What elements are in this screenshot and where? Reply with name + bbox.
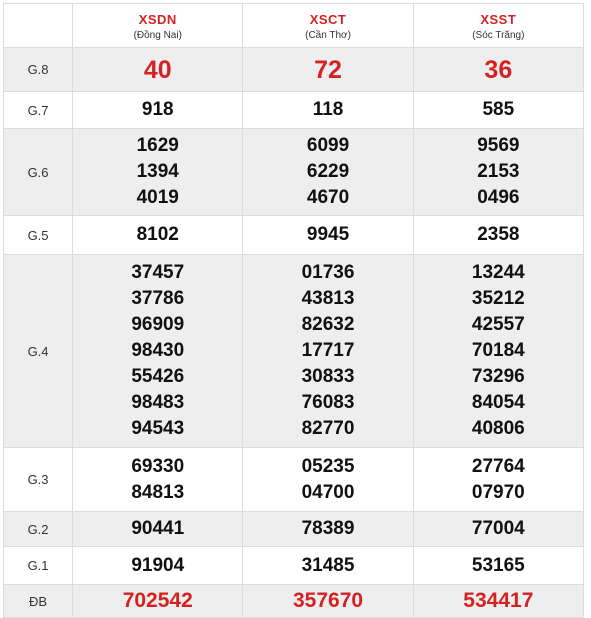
prize-number: 05235 [301,455,355,477]
prize-number: 53165 [471,554,525,576]
prize-number: 70184 [471,340,525,361]
prize-cell [73,129,243,216]
lottery-results-table [3,3,584,618]
province-code[interactable]: XSDN [138,12,177,27]
prize-number: 84054 [471,392,525,413]
prize-number: 357670 [292,589,364,612]
prize-number: 98483 [131,392,185,413]
prize-number: 4670 [306,187,350,208]
prize-number: 69330 [131,455,185,477]
prize-number: 13244 [471,262,525,283]
prize-row [4,92,584,129]
prize-number: 82770 [301,418,355,439]
prize-row [4,216,584,255]
prize-number: 91904 [131,554,185,576]
prize-label: G.7 [4,92,73,129]
prize-cell [73,512,243,547]
prize-cell [243,512,413,547]
prize-cell [243,48,413,92]
prize-cell [243,129,413,216]
prize-number: 40806 [471,418,525,439]
prize-number: 9569 [477,135,520,156]
prize-number: 42557 [471,314,525,335]
prize-number: 72 [314,55,342,84]
prize-cell [413,547,583,585]
prize-cell [243,448,413,512]
header-row [4,4,584,48]
prize-cell [413,448,583,512]
prize-number: 07970 [471,481,525,503]
prize-cell [413,255,583,448]
prize-row [4,255,584,448]
prize-number: 6229 [306,161,350,182]
prize-row [4,448,584,512]
prize-label: G.5 [4,216,73,255]
prize-number: 76083 [301,392,355,413]
prize-number: 98430 [131,340,185,361]
prize-number: 40 [143,55,172,84]
prize-row [4,585,584,618]
prize-number: 94543 [131,418,185,439]
prize-number: 96909 [131,314,185,335]
prize-number: 90441 [131,518,185,539]
prize-cell [73,48,243,92]
prize-number: 585 [482,99,515,120]
prize-number: 0496 [477,187,520,208]
prize-number: 1394 [136,161,179,182]
prize-number: 01736 [301,262,355,283]
prize-cell [73,255,243,448]
prize-label: G.3 [4,448,73,512]
header-empty-cell [4,4,73,48]
prize-row [4,48,584,92]
prize-number: 37786 [131,288,185,309]
prize-row [4,129,584,216]
prize-number: 534417 [463,589,534,612]
prize-cell [243,216,413,255]
province-code[interactable]: XSCT [309,12,347,27]
prize-number: 8102 [136,224,179,245]
prize-cell [243,585,413,618]
prize-cell [73,216,243,255]
prize-cell [413,92,583,129]
prize-number: 9945 [306,224,350,245]
prize-cell [73,92,243,129]
prize-number: 31485 [301,554,355,576]
prize-label: G.1 [4,547,73,585]
province-header-dong-nai[interactable] [73,4,243,48]
province-code[interactable]: XSST [480,12,517,27]
prize-rows [4,48,584,618]
prize-label: G.2 [4,512,73,547]
prize-number: 55426 [131,366,185,387]
province-header-soc-trang[interactable] [413,4,583,48]
prize-cell [73,585,243,618]
prize-number: 4019 [136,187,179,208]
prize-row [4,547,584,585]
province-header-can-tho[interactable] [243,4,413,48]
province-name: (Đồng Nai) [133,30,182,41]
prize-cell [413,129,583,216]
prize-number: 37457 [131,262,185,283]
prize-cell [243,255,413,448]
prize-number: 17717 [301,340,355,361]
prize-cell [413,585,583,618]
prize-number: 82632 [301,314,355,335]
prize-number: 36 [484,55,513,84]
prize-cell [73,547,243,585]
province-name: (Sóc Trăng) [472,30,525,41]
prize-number: 43813 [301,288,355,309]
prize-number: 918 [141,99,174,120]
prize-cell [413,48,583,92]
prize-number: 2358 [477,224,520,245]
prize-cell [413,512,583,547]
prize-number: 78389 [301,518,355,539]
prize-cell [413,216,583,255]
prize-label: G.8 [4,48,73,92]
prize-number: 77004 [471,518,525,539]
prize-number: 84813 [131,481,185,503]
prize-row [4,512,584,547]
province-name: (Cần Thơ) [305,30,351,41]
prize-cell [243,547,413,585]
prize-number: 35212 [471,288,525,309]
prize-number: 702542 [122,589,193,612]
prize-number: 30833 [301,366,355,387]
prize-number: 73296 [471,366,525,387]
prize-number: 1629 [136,135,179,156]
prize-number: 2153 [477,161,520,182]
prize-number: 6099 [306,135,350,156]
prize-number: 118 [312,99,344,120]
prize-number: 27764 [471,455,525,477]
prize-cell [243,92,413,129]
prize-cell [73,448,243,512]
prize-label: ĐB [4,585,73,618]
prize-label: G.6 [4,129,73,216]
prize-number: 04700 [301,481,355,503]
prize-label: G.4 [4,255,73,448]
